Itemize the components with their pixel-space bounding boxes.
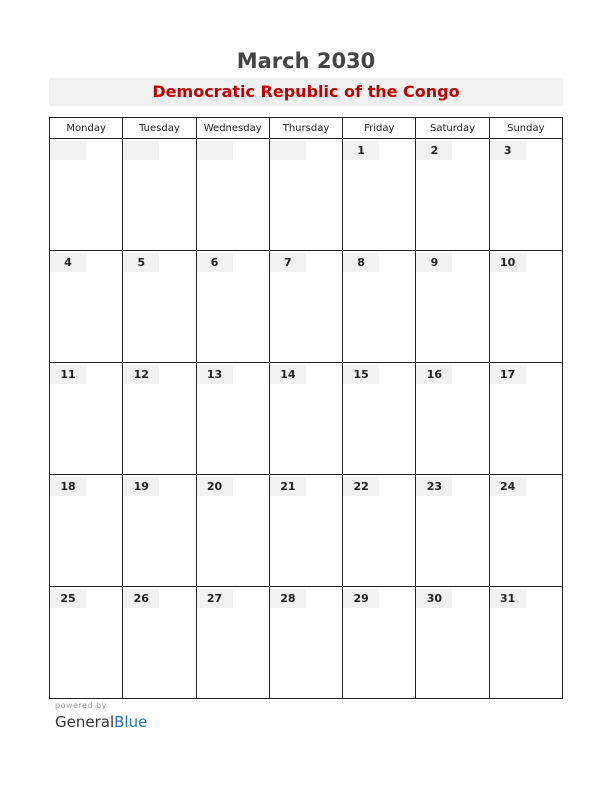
brand-general: General	[55, 713, 115, 731]
day-number: 23	[416, 477, 452, 496]
day-number: 16	[416, 365, 452, 384]
day-cell	[269, 139, 342, 251]
day-number: 20	[197, 477, 233, 496]
weekday-header-row	[50, 118, 563, 139]
day-cell	[269, 475, 342, 587]
weekday-sunday: Sunday	[489, 118, 562, 139]
week-row	[50, 363, 563, 475]
day-number: 12	[123, 365, 159, 384]
day-number	[197, 141, 233, 160]
weekday-thursday: Thursday	[269, 118, 342, 139]
day-cell	[489, 251, 562, 363]
weekday-wednesday: Wednesday	[196, 118, 269, 139]
day-number: 4	[50, 253, 86, 272]
weekday-monday: Monday	[50, 118, 123, 139]
day-number: 1	[343, 141, 379, 160]
weekday-friday: Friday	[343, 118, 416, 139]
day-cell	[50, 139, 123, 251]
day-cell	[416, 475, 489, 587]
day-number: 19	[123, 477, 159, 496]
day-cell	[123, 475, 196, 587]
day-cell	[196, 251, 269, 363]
week-row	[50, 475, 563, 587]
day-number: 26	[123, 589, 159, 608]
powered-by-text: powered by	[55, 701, 107, 710]
day-cell	[50, 251, 123, 363]
day-number: 9	[416, 253, 452, 272]
weekday-saturday: Saturday	[416, 118, 489, 139]
day-number: 25	[50, 589, 86, 608]
day-cell	[343, 587, 416, 699]
day-number	[50, 141, 86, 160]
week-row	[50, 587, 563, 699]
day-cell	[196, 587, 269, 699]
day-cell	[416, 363, 489, 475]
day-cell	[50, 363, 123, 475]
day-number: 7	[270, 253, 306, 272]
day-cell	[196, 475, 269, 587]
day-number: 21	[270, 477, 306, 496]
day-cell	[489, 475, 562, 587]
day-cell	[196, 363, 269, 475]
day-cell	[50, 587, 123, 699]
day-number: 10	[490, 253, 526, 272]
day-cell	[123, 587, 196, 699]
day-cell	[123, 251, 196, 363]
country-name: Democratic Republic of the Congo	[152, 82, 460, 101]
day-cell	[269, 251, 342, 363]
day-number: 29	[343, 589, 379, 608]
calendar-body	[50, 139, 563, 699]
day-number: 3	[490, 141, 526, 160]
day-cell	[489, 587, 562, 699]
day-number: 28	[270, 589, 306, 608]
brand-blue: Blue	[114, 713, 148, 731]
day-number: 15	[343, 365, 379, 384]
week-row	[50, 139, 563, 251]
day-number: 5	[123, 253, 159, 272]
day-number: 14	[270, 365, 306, 384]
day-cell	[123, 139, 196, 251]
day-cell	[123, 363, 196, 475]
day-cell	[416, 587, 489, 699]
day-cell	[50, 475, 123, 587]
day-cell	[269, 587, 342, 699]
day-number	[270, 141, 306, 160]
day-number: 11	[50, 365, 86, 384]
day-cell	[343, 139, 416, 251]
day-number: 31	[490, 589, 526, 608]
day-number: 18	[50, 477, 86, 496]
day-cell	[416, 139, 489, 251]
day-cell	[343, 251, 416, 363]
page-title: March 2030	[236, 49, 376, 73]
week-row	[50, 251, 563, 363]
day-cell	[343, 475, 416, 587]
day-cell	[416, 251, 489, 363]
day-number: 2	[416, 141, 452, 160]
brand-logo	[55, 712, 147, 732]
day-number: 30	[416, 589, 452, 608]
weekday-tuesday: Tuesday	[123, 118, 196, 139]
day-number: 6	[197, 253, 233, 272]
day-number: 13	[197, 365, 233, 384]
day-cell	[196, 139, 269, 251]
day-cell	[489, 139, 562, 251]
day-number: 22	[343, 477, 379, 496]
day-number: 17	[490, 365, 526, 384]
country-banner	[49, 78, 563, 106]
day-number	[123, 141, 159, 160]
day-cell	[269, 363, 342, 475]
day-number: 24	[490, 477, 526, 496]
day-cell	[489, 363, 562, 475]
footer	[55, 700, 147, 732]
day-number: 8	[343, 253, 379, 272]
calendar-grid	[49, 117, 563, 699]
day-cell	[343, 363, 416, 475]
day-number: 27	[197, 589, 233, 608]
